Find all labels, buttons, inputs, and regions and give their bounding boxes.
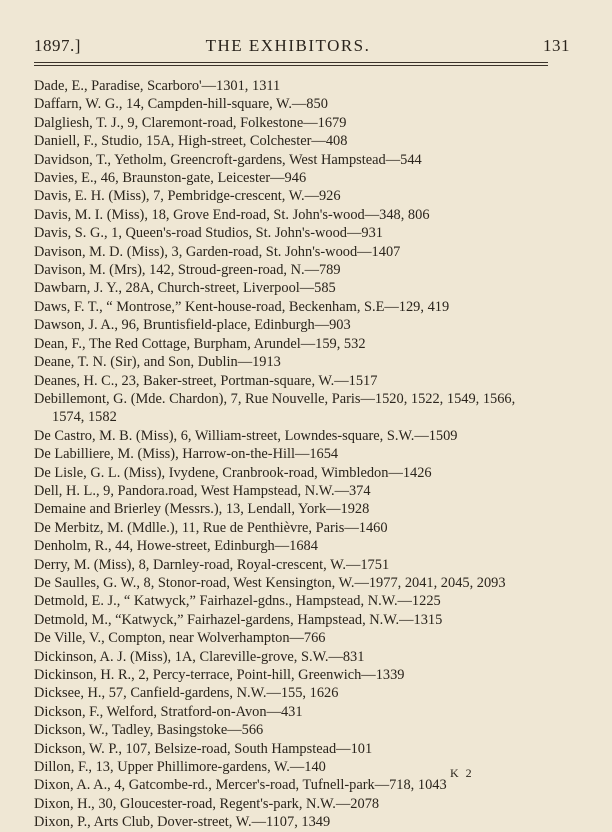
header-year: 1897.] [34, 36, 81, 55]
exhibitor-entry: Deanes, H. C., 23, Baker-street, Portman-square, W.—1517 [34, 372, 378, 389]
header-rule-bottom [34, 65, 548, 66]
exhibitor-entry: Dalgliesh, T. J., 9, Claremont-road, Folkestone—1679 [34, 114, 347, 131]
header-rule-top [34, 62, 548, 63]
exhibitor-entry: Davison, M. D. (Miss), 3, Garden-road, St. John's-wood—1407 [34, 243, 401, 260]
exhibitor-entry: Davison, M. (Mrs), 142, Stroud-green-road, N.—789 [34, 262, 341, 279]
exhibitor-entry: Derry, M. (Miss), 8, Darnley-road, Royal-crescent, W.—1751 [34, 556, 390, 573]
exhibitor-entry: Daws, F. T., “ Montrose,” Kent-house-road, Beckenham, S.E—129, 419 [34, 298, 450, 315]
exhibitor-entry: Dillon, F., 13, Upper Phillimore-gardens, W.—140 [34, 759, 326, 776]
exhibitor-entry: Dixon, P., Arts Club, Dover-street, W.—1107, 1349 [34, 814, 331, 831]
running-header [34, 36, 570, 58]
exhibitor-entry: De Merbitz, M. (Mdlle.), 11, Rue de Penthièvre, Paris—1460 [34, 519, 388, 536]
signature-mark: K 2 [450, 766, 474, 780]
exhibitor-entry: Dade, E., Paradise, Scarboro'—1301, 1311 [34, 78, 281, 94]
exhibitor-entry: Dell, H. L., 9, Pandora.road, West Hampstead, N.W.—374 [34, 482, 371, 499]
exhibitor-entry: Davidson, T., Yetholm, Greencroft-gardens, West Hampstead—544 [34, 151, 422, 168]
exhibitor-entry: Dawbarn, J. Y., 28A, Church-street, Liverpool—585 [34, 280, 336, 297]
exhibitor-entry: De Castro, M. B. (Miss), 6, William-street, Lowndes-square, S.W.—1509 [34, 427, 458, 444]
exhibitor-entry: Detmold, M., “Katwyck,” Fairhazel-gardens, Hampstead, N.W.—1315 [34, 611, 443, 628]
exhibitor-list [34, 77, 548, 832]
page-title: THE EXHIBITORS. [205, 36, 371, 55]
exhibitor-entry: Dickson, W. P., 107, Belsize-road, South Hampstead—101 [34, 740, 373, 757]
exhibitor-entry: Detmold, E. J., “ Katwyck,” Fairhazel-gdns., Hampstead, N.W.—1225 [34, 593, 441, 610]
exhibitor-entry: Daffarn, W. G., 14, Campden-hill-square, W.—850 [34, 96, 328, 113]
exhibitor-entry: Daniell, F., Studio, 15A, High-street, Colchester—408 [34, 133, 348, 150]
exhibitor-entry: De Ville, V., Compton, near Wolverhampton—766 [34, 630, 326, 647]
exhibitor-entry: Dean, F., The Red Cottage, Burpham, Arundel—159, 532 [34, 335, 366, 352]
exhibitor-entry: Debillemont, G. (Mde. Chardon), 7, Rue Nouvelle, Paris—1520, 1522, 1549, 1566, 1574, 1582 [34, 390, 516, 426]
exhibitor-entry: Davies, E., 46, Braunston-gate, Leicester—946 [34, 170, 307, 187]
exhibitor-entry: Dickson, W., Tadley, Basingstoke—566 [34, 722, 264, 739]
exhibitor-entry: Dickson, F., Welford, Stratford-on-Avon—431 [34, 703, 303, 720]
exhibitor-entry: De Lisle, G. L. (Miss), Ivydene, Cranbrook-road, Wimbledon—1426 [34, 464, 432, 481]
exhibitor-entry: Dixon, H., 30, Gloucester-road, Regent's-park, N.W.—2078 [34, 795, 380, 812]
exhibitor-entry: Davis, E. H. (Miss), 7, Pembridge-crescent, W.—926 [34, 188, 341, 205]
exhibitor-entry: Dixon, A. A., 4, Gatcombe-rd., Mercer's-road, Tufnell-park—718, 1043 [34, 777, 447, 794]
exhibitor-entry: Dickinson, A. J. (Miss), 1A, Clareville-grove, S.W.—831 [34, 648, 365, 665]
exhibitor-entry: Denholm, R., 44, Howe-street, Edinburgh—1684 [34, 538, 318, 555]
exhibitor-entry: De Labilliere, M. (Miss), Harrow-on-the-Hill—1654 [34, 446, 339, 463]
exhibitor-entry: Deane, T. N. (Sir), and Son, Dublin—1913 [34, 354, 281, 371]
exhibitor-entry: Dawson, J. A., 96, Bruntisfield-place, Edinburgh—903 [34, 317, 351, 334]
exhibitor-entry: De Saulles, G. W., 8, Stonor-road, West Kensington, W.—1977, 2041, 2045, 2093 [34, 574, 506, 591]
page-number: 131 [543, 36, 570, 55]
exhibitor-entry: Demaine and Brierley (Messrs.), 13, Lendall, York—1928 [34, 501, 370, 518]
exhibitor-entry: Dickinson, H. R., 2, Percy-terrace, Point-hill, Greenwich—1339 [34, 667, 405, 683]
exhibitor-entry: Dicksee, H., 57, Canfield-gardens, N.W.—155, 1626 [34, 685, 339, 702]
exhibitor-entry: Davis, M. I. (Miss), 18, Grove End-road, St. John's-wood—348, 806 [34, 206, 430, 223]
exhibitor-entry: Davis, S. G., 1, Queen's-road Studios, St. John's-wood—931 [34, 225, 383, 242]
